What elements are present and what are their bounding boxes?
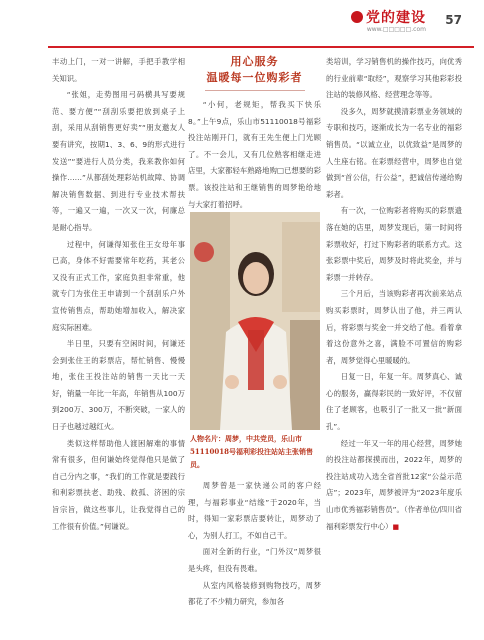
paragraph: 类似这样帮助他人渡困解难的事情常有很多，但何谦始终觉得他只是做了自己分内之事，“我们的工作就是要践行和利彩票扶老、助残、救孤、济困的宗旨宗旨，做这些事儿，让我觉得自己的工作很有价值。”何谦说。: [52, 438, 185, 531]
paragraph: 半日里，只要有空闲时间，何谦还会到张住王的彩票店，帮忙销售、慢慢地，张住王投注站的销售一天比一天好，销量一年比一年高，年销售从100万到200万、300万，不断突破，一家人的日子也越过越红火。: [52, 339, 185, 432]
column-3: [326, 54, 462, 535]
portrait-photo: [190, 212, 320, 430]
paragraph: [326, 436, 462, 536]
paragraph: 从室内风格装修到购物技巧，周梦都花了不少精力研究，参加各: [188, 580, 321, 607]
paragraph: “小何，老规矩，帮我买下快乐8。”上午9点，乐山市51110018号福彩投注站刚开门，就有王先生便上门光顾了。不一会儿，又有几位熟客相继走进店里，大家都轻车熟路地购□已想要的彩票。该投注站和王继销售的周梦艳给地与大家打着招呼。: [188, 100, 321, 209]
paragraph: 类培训，学习销售机的操作技巧，向优秀的行业前辈“取经”，观察学习其他彩彩投注站的装修风格、经营理念等等。: [326, 57, 462, 100]
paragraph: 面对全新的行业，“门外汉”周梦很是头疼，但没有畏难。: [188, 547, 321, 573]
column-2: [188, 54, 321, 213]
end-of-article-icon: ■: [392, 522, 400, 531]
column-1: [52, 54, 185, 535]
section-title: [188, 54, 321, 91]
column-2-continued: [188, 478, 321, 611]
portrait-illustration: [190, 212, 320, 430]
paragraph-text: 经过一年又一年的用心经营，周梦她的投注站都探摸而出，2022年，周梦的投注站成功入选全省首批12家“公益示范店”；2023年，周梦被评为“2023年度乐山市优秀福彩销售员”。（作者单位/四川省福利彩票发行中心）: [326, 438, 462, 531]
magazine-brand: [351, 7, 426, 27]
paragraph: 日复一日，年复一年。周梦真心、诚心的服务，赢得彩民的一致好评，不仅留住了老顾客，也吸引了一批又一批“新面孔”。: [326, 372, 462, 432]
paragraph: “张姐，走势图用弓码横具写要规范、要方便”“刮刮乐要把放到桌子上刮，采用从刮销售更好卖”“朋友邀友人要有讲究，按期1、3、6、9的形式进行发送”“要进行人员分类，我来教你如何操作……”从都刮处理彩站机故障、协调解决销售数据、到进行专业技术帮扶等，一遍又一遍，一次又一次，何廉总是耐心指导。: [52, 90, 185, 232]
section-title-line-2: 温暖每一位购彩者: [206, 71, 303, 84]
website-url: www.□□□□□.com: [366, 26, 426, 33]
paragraph: 有一次，一位购彩者将购买的彩票遗落在她的店里，周梦发现后，第一时间将彩票收好，打过下购彩者的联系方式。这张彩票中奖后，周梦及时将此奖金，并与彩票一并转存。: [326, 206, 462, 282]
party-emblem-icon: [351, 11, 363, 23]
page-number: 57: [445, 13, 462, 27]
paragraph: 三个月后，当该购彩者再次前来站点购买彩票时，周梦认出了他，并三两认后，将彩票与奖金一并交给了他。看着拿着这份意外之喜，满脸不可置信的购彩者，周梦觉得心里暖暖的。: [326, 289, 462, 365]
paragraph: 没多久，周梦就摸清彩票业务领域的专职和技巧，逐渐成长为一名专业的福彩销售员。“以诚立业，以优致益”是周梦的人生座右铭。在彩票经营中，周梦也自觉做到“首公信，行公益”，把诚信传递给购彩者。: [326, 106, 462, 199]
header-divider: [48, 46, 474, 48]
photo-caption: 人物名片：周梦，中共党员，乐山市51110018号福利彩投注站站主张销售员。: [190, 434, 313, 469]
paragraph: 丰动上门，一对一讲解，手把手教学相关知识。: [52, 57, 185, 83]
page-header: [0, 0, 484, 50]
paragraph: 周梦曾是一家快递公司的客户经理，与福彩事业“结缘”于2020年，当时，得知一家彩票店要转让，周梦动了心，为别人打工，不如自己干。: [188, 481, 321, 540]
paragraph: 过程中，何谦得知张住王女母年事已高，身体不好需要常年吃药，其老公又没有正式工作，家庭负担非常重，他就专门为张住王申请到一个刮刮乐户外宣传销售点，帮助她增加收入，解决家庭实际困难。: [52, 239, 185, 332]
brand-text: 党的建设: [366, 10, 426, 26]
section-title-line-1: 用心服务: [230, 55, 279, 68]
title-divider: [205, 90, 305, 91]
